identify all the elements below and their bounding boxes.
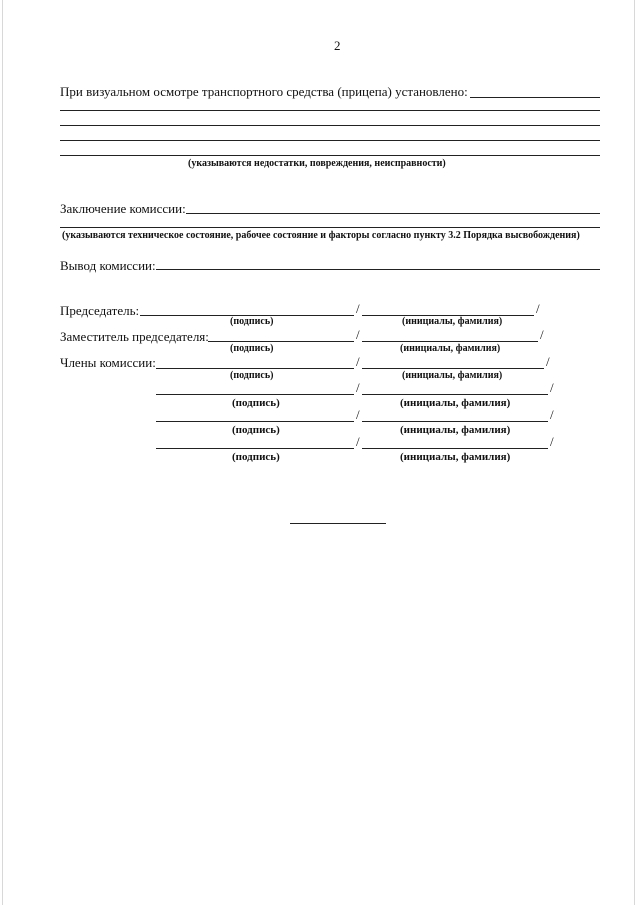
slash-separator: / [550,407,554,422]
scan-edge-left [2,0,3,905]
output-fill-line[interactable] [156,269,600,270]
signature-caption: (подпись) [232,424,280,436]
inspection-caption: (указываются недостатки, повреждения, неисправности) [188,158,446,169]
slash-separator: / [356,327,360,342]
inspection-line-2[interactable] [60,125,600,126]
output-label: Вывод комиссии: [60,258,156,273]
initials-caption: (инициалы, фамилия) [400,424,511,436]
member-3-signature-line[interactable] [156,421,354,422]
inspection-label: При визуальном осмотре транспортного средства (прицепа) установлено: [60,84,468,99]
slash-separator: / [356,301,360,316]
initials-caption: (инициалы, фамилия) [400,343,501,354]
signature-caption: (подпись) [230,370,274,381]
initials-caption: (инициалы, фамилия) [402,370,503,381]
initials-caption: (инициалы, фамилия) [400,451,511,463]
signature-caption: (подпись) [232,397,280,409]
deputy-signature-line[interactable] [208,341,354,342]
member-1-name-line[interactable] [362,368,544,369]
closing-rule [290,523,386,524]
member-4-name-line[interactable] [362,448,548,449]
conclusion-label: Заключение комиссии: [60,201,186,216]
slash-separator: / [356,407,360,422]
member-1-signature-line[interactable] [156,368,354,369]
slash-separator: / [550,380,554,395]
member-3-name-line[interactable] [362,421,548,422]
slash-separator: / [540,327,544,342]
inspection-fill-line[interactable] [470,97,600,98]
signature-caption: (подпись) [232,451,280,463]
inspection-line-4[interactable] [60,155,600,156]
initials-caption: (инициалы, фамилия) [400,397,511,409]
conclusion-fill-line[interactable] [186,213,600,214]
scan-edge-right [634,0,635,905]
conclusion-caption: (указываются техническое состояние, рабочее состояние и факторы согласно пункту 3.2 Порядка высвобождения) [62,230,580,241]
initials-caption: (инициалы, фамилия) [402,316,503,327]
inspection-line-1[interactable] [60,110,600,111]
slash-separator: / [356,354,360,369]
slash-separator: / [536,301,540,316]
members-label: Члены комиссии: [60,355,156,370]
member-2-signature-line[interactable] [156,394,354,395]
deputy-label: Заместитель председателя: [60,329,209,344]
conclusion-line-2[interactable] [60,227,600,228]
slash-separator: / [356,434,360,449]
slash-separator: / [546,354,550,369]
slash-separator: / [356,380,360,395]
member-4-signature-line[interactable] [156,448,354,449]
inspection-line-3[interactable] [60,140,600,141]
deputy-name-line[interactable] [362,341,538,342]
page-number: 2 [334,38,341,53]
member-2-name-line[interactable] [362,394,548,395]
signature-caption: (подпись) [230,316,274,327]
slash-separator: / [550,434,554,449]
chairman-label: Председатель: [60,303,140,318]
signature-caption: (подпись) [230,343,274,354]
